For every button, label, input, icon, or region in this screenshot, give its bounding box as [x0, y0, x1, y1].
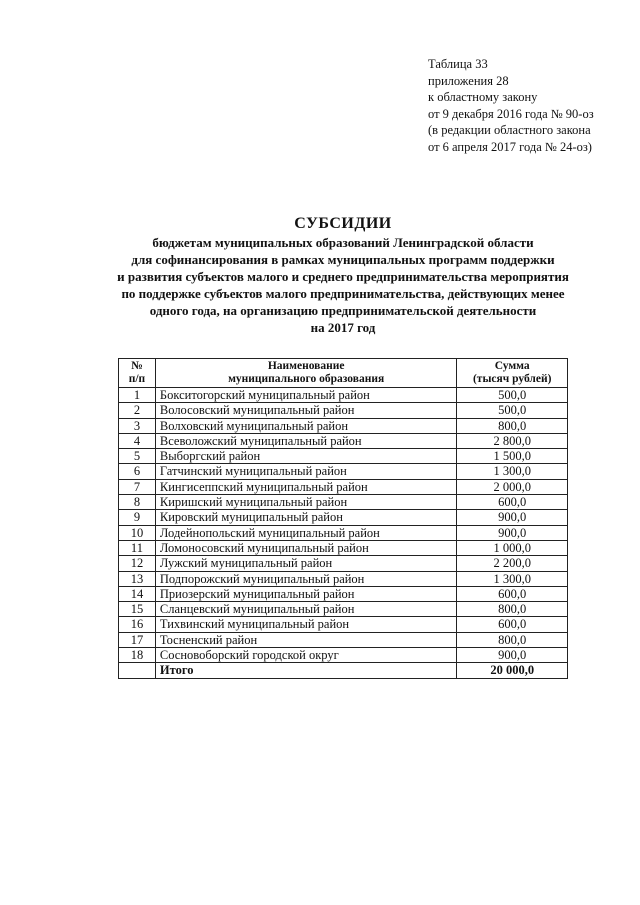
- table-row: [119, 510, 568, 525]
- table-header: [119, 359, 568, 388]
- row-municipality: Тосненский район: [155, 632, 457, 647]
- row-number: 17: [119, 632, 156, 647]
- row-number: 15: [119, 602, 156, 617]
- title-line: бюджетам муниципальных образований Ленинградской области: [152, 235, 534, 250]
- row-amount: 800,0: [457, 632, 568, 647]
- row-municipality: Лужский муниципальный район: [155, 556, 457, 571]
- row-amount: 2 800,0: [457, 433, 568, 448]
- row-number: 6: [119, 464, 156, 479]
- title-subtitle: [60, 234, 626, 336]
- row-municipality: Тихвинский муниципальный район: [155, 617, 457, 632]
- table-row: [119, 571, 568, 586]
- header-municipality: Наименование муниципального образования: [155, 359, 457, 388]
- title-line: одного года, на организацию предпринимательской деятельности: [149, 303, 537, 318]
- table-row: [119, 525, 568, 540]
- row-municipality: Кировский муниципальный район: [155, 510, 457, 525]
- appendix-note: [428, 56, 594, 155]
- row-number: 11: [119, 540, 156, 555]
- appendix-note-line: Таблица 33: [428, 57, 488, 71]
- appendix-note-line: от 9 декабря 2016 года № 90-оз: [428, 106, 594, 121]
- title-line: для софинансирования в рамках муниципальных программ поддержки: [131, 252, 555, 267]
- row-amount: 2 200,0: [457, 556, 568, 571]
- row-number: 8: [119, 495, 156, 510]
- row-number: 13: [119, 571, 156, 586]
- row-number: 2: [119, 403, 156, 418]
- table-row: [119, 418, 568, 433]
- row-amount: 500,0: [457, 403, 568, 418]
- table-row: [119, 602, 568, 617]
- row-municipality: Волховский муниципальный район: [155, 418, 457, 433]
- row-number: 3: [119, 418, 156, 433]
- row-amount: 900,0: [457, 648, 568, 663]
- table-row: [119, 388, 568, 403]
- row-municipality: Ломоносовский муниципальный район: [155, 540, 457, 555]
- row-municipality: Киришский муниципальный район: [155, 495, 457, 510]
- row-number: 7: [119, 479, 156, 494]
- row-number: 1: [119, 388, 156, 403]
- appendix-note-line: от 6 апреля 2017 года № 24-оз): [428, 139, 592, 154]
- title-line: на 2017 год: [310, 320, 376, 335]
- appendix-note-line: приложения 28: [428, 73, 509, 88]
- row-amount: 900,0: [457, 510, 568, 525]
- row-municipality: Лодейнопольский муниципальный район: [155, 525, 457, 540]
- row-amount: 1 300,0: [457, 464, 568, 479]
- table-row: [119, 586, 568, 601]
- total-number: [119, 663, 156, 678]
- title-main: СУБСИДИИ: [294, 215, 392, 232]
- row-amount: 2 000,0: [457, 479, 568, 494]
- row-number: 4: [119, 433, 156, 448]
- row-amount: 900,0: [457, 525, 568, 540]
- row-amount: 1 500,0: [457, 449, 568, 464]
- row-amount: 1 000,0: [457, 540, 568, 555]
- row-amount: 800,0: [457, 602, 568, 617]
- row-amount: 600,0: [457, 586, 568, 601]
- row-municipality: Подпорожский муниципальный район: [155, 571, 457, 586]
- row-municipality: Волосовский муниципальный район: [155, 403, 457, 418]
- row-municipality: Выборгский район: [155, 449, 457, 464]
- row-number: 9: [119, 510, 156, 525]
- document-title: [60, 214, 626, 336]
- row-municipality: Приозерский муниципальный район: [155, 586, 457, 601]
- table-row: [119, 433, 568, 448]
- row-amount: 1 300,0: [457, 571, 568, 586]
- row-amount: 800,0: [457, 418, 568, 433]
- row-amount: 600,0: [457, 617, 568, 632]
- title-line: по поддержке субъектов малого предпринимательства, действующих менее: [121, 286, 565, 301]
- subsidies-table: [118, 358, 568, 679]
- table-row: [119, 632, 568, 647]
- table-row: [119, 403, 568, 418]
- table-row: [119, 449, 568, 464]
- row-municipality: Сосновоборский городской округ: [155, 648, 457, 663]
- appendix-note-line: к областному закону: [428, 90, 538, 104]
- table-row: [119, 648, 568, 663]
- header-amount: Сумма (тысяч рублей): [457, 359, 568, 388]
- table-body: [119, 388, 568, 679]
- row-number: 14: [119, 586, 156, 601]
- row-municipality: Сланцевский муниципальный район: [155, 602, 457, 617]
- row-amount: 600,0: [457, 495, 568, 510]
- table-row: [119, 479, 568, 494]
- row-number: 5: [119, 449, 156, 464]
- row-number: 12: [119, 556, 156, 571]
- row-number: 18: [119, 648, 156, 663]
- table-row: [119, 495, 568, 510]
- header-number: № п/п: [119, 359, 156, 388]
- row-amount: 500,0: [457, 388, 568, 403]
- total-amount: 20 000,0: [457, 663, 568, 678]
- total-row: [119, 663, 568, 678]
- row-municipality: Кингисеппский муниципальный район: [155, 479, 457, 494]
- row-number: 16: [119, 617, 156, 632]
- appendix-note-line: (в редакции областного закона: [428, 123, 591, 137]
- table-row: [119, 617, 568, 632]
- table-row: [119, 556, 568, 571]
- table-row: [119, 464, 568, 479]
- title-line: и развития субъектов малого и среднего предпринимательства мероприятия: [117, 269, 569, 284]
- table-row: [119, 540, 568, 555]
- row-municipality: Всеволожский муниципальный район: [155, 433, 457, 448]
- row-number: 10: [119, 525, 156, 540]
- row-municipality: Бокситогорский муниципальный район: [155, 388, 457, 403]
- row-municipality: Гатчинский муниципальный район: [155, 464, 457, 479]
- total-label: Итого: [155, 663, 457, 678]
